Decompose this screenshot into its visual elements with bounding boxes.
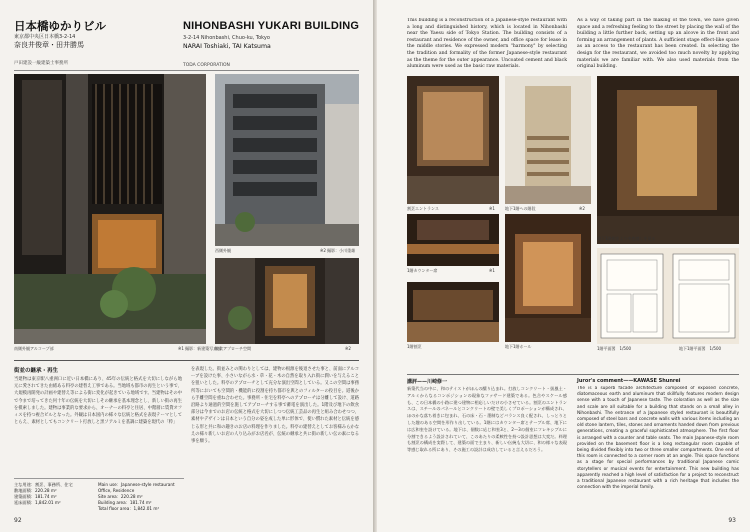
- photo-south-facade: [14, 74, 206, 344]
- caption-private-room: 地下1階個室より中庭越しを見る: [597, 236, 656, 241]
- title-jp: 日本橋ゆかりビル: [14, 19, 106, 33]
- entrance-illustration: [407, 76, 499, 204]
- review-heading-en: Juror's comment——KAWASE Shunrei: [577, 378, 681, 384]
- spec-rule: [14, 478, 184, 479]
- spec-use-en-2: Office, Residence: [98, 488, 135, 493]
- caption-plan-b1: 地下1階平面図 1/500: [679, 346, 722, 351]
- intro-text-col2: As a way of taking part in the making of the town, we have given space and a refreshing feeling to the street by placing the wall of the building a little further back, setting up an alcove in the front and forming an arrangement of plants. A sufficient stage effect-like space as an access to the restaurant has been created. In selecting the design for the restaurant, we avoided too much novelty by applying materials we are familiar with. We also used materials from the original building.: [577, 18, 739, 70]
- kappo-illustration: [407, 282, 499, 342]
- page-number-left: 92: [14, 517, 22, 524]
- body-text-col1: 当建物は東京駅八重洲口に近い日本橋にあり、45年の伝統と格式を大切にしながら地元に愛されてきた由緒ある料亭の建替え工事である。当地域も都市の再生という事で、大規模再開発の計画や建替え等による街に変化が起きている地域です。当建物はその中で今まで培ってきた何十年の伝統を大切にしその継承を基本理念とし、新しい街の再生を模索しました。建物は事業的な要求から、オーナーの料亭と住居、中階層に賃貸オフィスを持つ複合ビルとなった。外観は日本国内の様々な伝統と格式を表現テーマとしてとらえ、素材としてもコンクリート打放しと黒ソアルミを基調に建築を現代の「粋」: [14, 377, 182, 426]
- caption-credit-r1: ※1: [489, 206, 495, 211]
- spec-building-en: Building area：181.74 m²: [98, 500, 152, 505]
- section-heading: 街並の継承・再生: [14, 368, 59, 374]
- spec-site-en: Site area：220.28 m²: [98, 494, 143, 499]
- approach-illustration: [215, 258, 359, 344]
- title-en: NIHONBASHI YUKARI BUILDING: [183, 20, 360, 32]
- caption-plan-1f: 1階平面図 1/500: [597, 346, 632, 351]
- caption-stairs: 地下1階への階段: [505, 206, 536, 211]
- review-body-en: The is a superb facade architecture composed of exposed concrete, diatomaceous earth and aluminum that skillfully features modern design sense with a touch of Japanese taste. The coloration as well as the size and scale are all suitable for a building that stands on a small alley in Nihonbashi. The entrance of a Japanese styled restaurant is beautifully composed of steel bars and concrete walls with various items including an old stone lantern, tiles, stones and ornaments handed down from previous generations, creating a graceful sophisticated atmosphere. The first floor is arranged with a counter and table seats. The main Japanese-style room provided on the basement floor is a long rectangular room capable of being divided flexibly into two or three smaller compartments. One end of this room is connected to a corner room at an angle. This space functions as a stage for special performances by traditional Japanese comic storytellers or musical events for entertainment. This new building has apparently reached a high level of satisfaction for a project to reconstruct a traditional Japanese restaurant with a rich heritage that includes the connection with the imperial family.: [577, 386, 739, 491]
- header-rule: [14, 70, 359, 71]
- corp-jp: 戸田建設一級建築士事務所: [14, 61, 68, 66]
- caption-credit-3: ※2: [345, 346, 351, 351]
- caption-credit-r3: ※2: [579, 206, 585, 211]
- photo-entrance: [407, 76, 499, 204]
- section-rule: [14, 360, 359, 361]
- review-rule: [407, 374, 739, 375]
- spec-use-jp: 主な用途：割烹、事務所、住宅: [14, 482, 73, 487]
- caption-kappo: 1階割烹: [407, 344, 422, 349]
- intro-text-col1: This building is a reconstruction of a Japanese-style restaurant with a long and distinguished history, which is located in Nihonbashi near the Yaesu side of Tokyo Station. The building consists of a restaurant and residence of the owner, and office space for lease in the middle stories. We expressed modern "harmony" by selecting the tradition and formality of the former Japanese-style restaurant as the theme for the outer appearance. Uncoated cement and black aluminum were used as the basic raw materials.: [407, 18, 567, 70]
- caption-credit-r5: ※1: [489, 268, 495, 273]
- spec-jp: [14, 482, 94, 506]
- corridor-illustration: [597, 76, 739, 244]
- photo-kappo: [407, 282, 499, 342]
- photo-corridor: [597, 76, 739, 244]
- photo-hall: [505, 214, 591, 342]
- photo-counter: [407, 214, 499, 266]
- spec-total-jp: 延床面積：1,842.01 m²: [14, 500, 61, 505]
- left-page: [0, 0, 373, 532]
- review-heading-jp: 講評——川崎修一: [407, 379, 448, 385]
- caption-approach: 飲食アプローチ空間: [215, 346, 251, 351]
- facade-illustration: [14, 74, 206, 344]
- stairs-illustration: [505, 76, 591, 204]
- architects-en: NARAI Toshiaki, TAI Katsuma: [183, 43, 271, 50]
- photo-stairs: [505, 76, 591, 204]
- private-room-illustration: [597, 248, 739, 344]
- spec-building-jp: 建築面積：181.74 m²: [14, 494, 57, 499]
- hall-illustration: [505, 214, 591, 342]
- spec-site-jp: 敷地面積：220.28 m²: [14, 488, 57, 493]
- architects-jp: 奈良井俊章・田井勝馬: [14, 41, 84, 49]
- photo-west-facade: [215, 74, 359, 246]
- spec-total-en: Total floor area：1,842.01 m²: [98, 506, 160, 511]
- photo-private-room: [597, 248, 739, 344]
- counter-illustration: [407, 214, 499, 266]
- page-number-right: 93: [728, 517, 736, 524]
- caption-south-facade: 南側外観アルコーブ部: [14, 346, 54, 351]
- spec-use-en: Main use：Japanese-style restaurant: [98, 482, 175, 487]
- right-page: [377, 0, 750, 532]
- review-body-jp: 新築代当の中に、和のテイストがほんの醸り込まれ。打放しコンクリート・扱風土・アルミからなるコンポジションの現象なファサード建築である。色合やスケール感も、この日本橋の小路に建つ建物に相応しいだけの小させている。割烹のエントランスは、スチールのパネールとコンクリートの壁で美しくプロポーションが構成され、ほのかな落ち着きに包まれ、石の床・石・墨制などバランス良く配され、しっとりとした趣のある空間を形作り出している。1階にはカウンター席とテーブル席、地下には広和室を設けている。地下は、個数に応じ和室3と、2〜3の個室にフレキシブルに分割できるよう設計されていて、このあたりの柔軟性を持つ設計思想は大変だ。料理も割烹の構成を実際して、建築の面で主まり、新しい伝統も大切に、和の様々な表現等感じ取れる所にあり、その施工の設計は成功していると言えるだろう。: [407, 386, 567, 453]
- caption-west-facade: 西側外観: [215, 248, 231, 253]
- caption-credit-2: ※2 撮影：小川重雄: [320, 248, 356, 253]
- caption-counter: 1階カウンター席: [407, 268, 438, 273]
- address-en: 3-2-14 Nihonbashi, Chuo-ku, Tokyo: [183, 35, 270, 41]
- photo-approach: [215, 258, 359, 344]
- caption-hall: 地下1階ホール: [505, 344, 532, 349]
- address-jp: 東京都中央区日本橋3-2-14: [14, 34, 76, 40]
- caption-entrance: 割烹エントランス: [407, 206, 439, 211]
- body-text-col2: を表現した。街並みとの関わりとしては、建物の根源を後退させた事と、前面にアルコーブを設けた事、小さいながら水・草・花・木の自然を取り入れ街に潤いを与えることを狙いとした。料亭のアプローチとして充分な演出空間としている。又この空間は事務所等においても空間的・機能的に役割を持ち都市を與とのフィルターの役目を。道後から手離空間を重ね合わせた。事務所・住宅を料亭へのアプローチは分離して設け、道路沿路より通過的空間を施してアプローチする事で蓄電を演出した。1階及び地下の飲食部分は今までのお店の伝統と格式を大切にしつつ伝統工芸品の再生と組み合わせつつ、素材やデザインは日本という自分の姿を成した単に形体で、使い慣れた素材と伝統を感じる形と共に和の趣きのお店の料理を作りました。料亭の建替えとしてお客様みらかなえの様々新しいお店の人り込みがお店名が、伝統の継承と共に街の新しい伝の素になる事を願う。: [191, 367, 359, 445]
- corp-en: TODA CORPORATION: [183, 63, 230, 68]
- caption-credit-1: ※1 撮影：新建築写真部: [178, 346, 222, 351]
- west-facade-illustration: [215, 74, 359, 246]
- spec-en: [98, 482, 188, 512]
